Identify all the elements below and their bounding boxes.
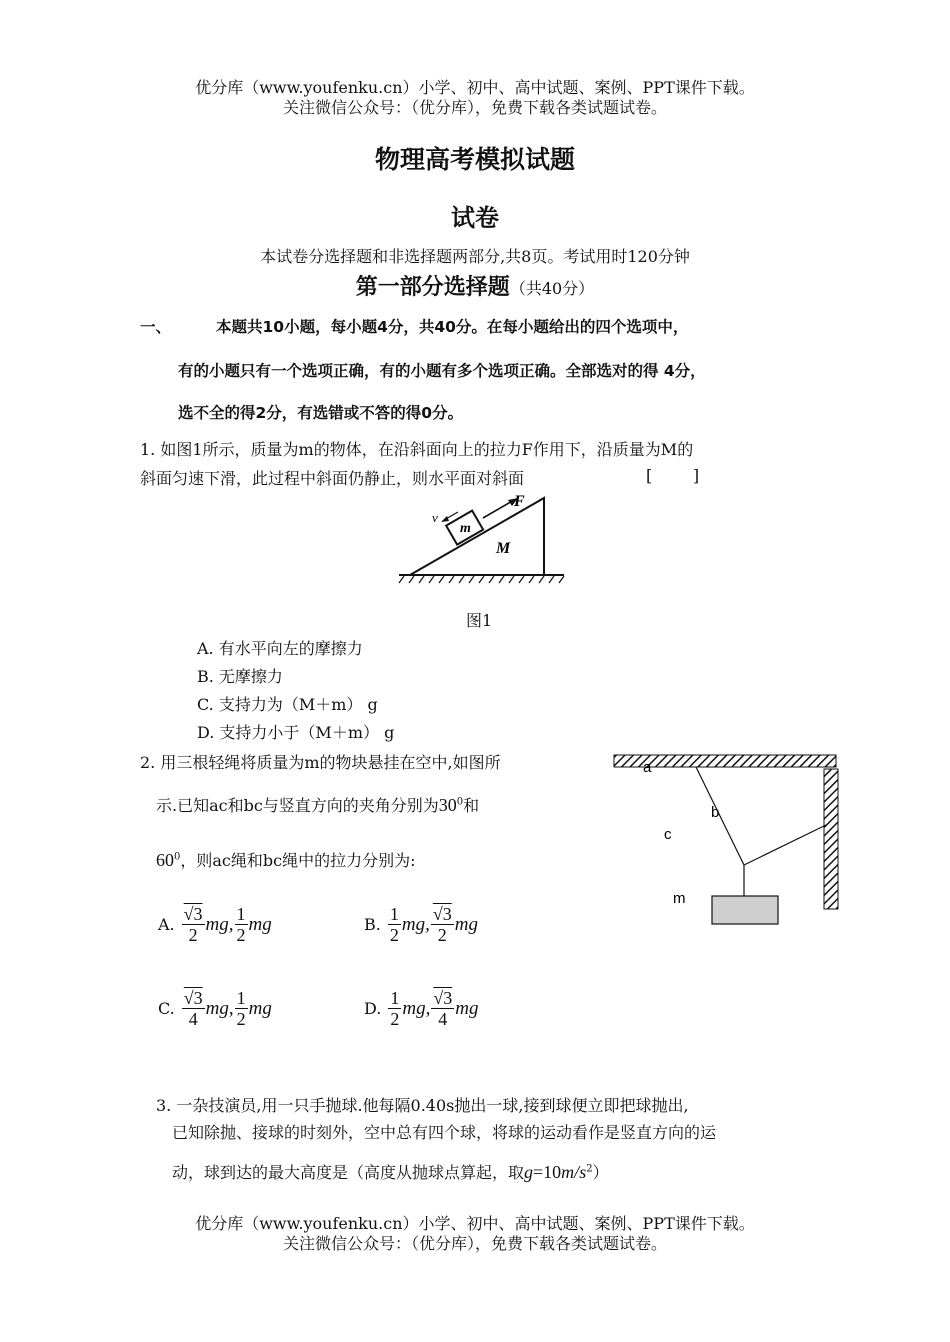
fraction: $\frac{√3}{4}$ [433,988,453,1029]
unit-m: m [561,1162,575,1182]
q2-line-3 [156,848,415,871]
q2-option-c: C. $\frac{√3}{4}$ mg , $\frac{1}{2}$ mg [158,988,272,1029]
angle-60: 60 [156,850,174,870]
fraction: $\frac{1}{2}$ [390,988,400,1029]
fraction: $\frac{√3}{2}$ [432,904,452,945]
ground-hatching [399,576,564,583]
q1-option-a: A. 有水平向左的摩擦力 [197,639,363,658]
q2-line-3-text: ，则ac绳和bc绳中的拉力分别为: [180,851,416,870]
q2-option-c-label: C. [158,999,175,1018]
q2-option-a: A. $\frac{√3}{2}$ mg , $\frac{1}{2}$ mg [158,904,272,945]
q3-line-3-close: ） [592,1163,609,1182]
fraction: $\frac{1}{2}$ [236,904,246,945]
part-title: 第一部分选择题 [355,275,510,300]
fraction: $\frac{1}{2}$ [389,904,399,945]
instructions-number: 一、 [140,318,172,336]
q2-line-2-text: 示.已知ac和bc与竖直方向的夹角分别为 [156,796,439,815]
label-c: c [664,826,672,843]
gravity-symbol: g [524,1162,534,1182]
hanging-block [712,896,778,924]
q1-line-2: 斜面匀速下滑，此过程中斜面仍静止，则水平面对斜面 [140,469,525,488]
q2-option-d-label: D. [364,999,382,1018]
block-label: m [460,521,471,536]
rope-bc [744,825,826,865]
q3-line-1: 3. 一杂技演员,用一只手抛球.他每隔0.40s抛出一球,接到球便立即把球抛出, [156,1096,689,1115]
unit-power: 2 [586,1163,593,1175]
instructions-line-1: 本题共10小题，每小题4分，共40分。在每小题给出的四个选项中， [216,318,689,336]
unit-slash: / [574,1162,580,1182]
fraction: $\frac{√3}{2}$ [183,904,203,945]
q2-line-2-and: 和 [463,796,480,815]
header-line-1: 优分库（www.youfenku.cn）小学、初中、高中试题、案例、PPT课件下载。 [195,78,755,97]
q3-line-2: 已知除抛、接球的时刻外，空中总有四个球，将球的运动看作是竖直方向的运 [172,1123,717,1142]
degree-mark-2: 0 [174,851,181,863]
q1-answer-bracket: [ ] [646,466,700,485]
header-line-2: 关注微信公众号：（优分库），免费下载各类试题试卷。 [282,98,667,117]
q2-option-b: B. $\frac{1}{2}$ mg , $\frac{√3}{2}$ mg [364,904,478,945]
label-a: a [643,759,652,776]
wedge-label: M [496,540,511,557]
q2-option-a-label: A. [158,915,175,934]
degree-mark-1: 0 [456,796,464,808]
unit-s: s [579,1162,587,1182]
footer-line-2: 关注微信公众号：（优分库），免费下载各类试题试卷。 [282,1234,667,1253]
fraction: $\frac{1}{2}$ [236,988,246,1029]
part-points: （共40分） [509,279,595,298]
instructions-line-2: 有的小题只有一个选项正确，有的小题有多个选项正确。全部选对的得 4分， [178,362,706,380]
rope-figure [610,752,842,930]
q2-option-b-label: B. [364,915,381,934]
label-m: m [673,890,686,907]
force-label: F [514,493,525,510]
force-arrow [483,500,514,518]
label-b: b [711,804,720,821]
q2-option-d: D. $\frac{1}{2}$ mg , $\frac{√3}{4}$ mg [364,988,479,1029]
incline-figure [396,490,566,586]
figure-1-caption: 图1 [466,611,493,630]
wall [824,769,838,909]
velocity-arrowhead [441,516,449,522]
q1-option-d: D. 支持力小于（M＋m） g [197,723,395,742]
velocity-label: v [432,510,438,525]
q3-line-3-text: 动，球到达的最大高度是（高度从抛球点算起，取 [172,1163,525,1182]
page-subtitle: 试卷 [451,204,499,232]
q2-line-2 [156,793,479,816]
page-title: 物理高考模拟试题 [374,145,575,174]
gravity-value: =10 [533,1162,562,1182]
q2-line-1: 2. 用三根轻绳将质量为m的物块悬挂在空中,如图所 [140,753,501,772]
q1-line-1: 1. 如图1所示，质量为m的物体，在沿斜面向上的拉力F作用下，沿质量为M的 [140,440,694,459]
fraction: $\frac{√3}{4}$ [183,988,203,1029]
footer-line-1: 优分库（www.youfenku.cn）小学、初中、高中试题、案例、PPT课件下载。 [195,1214,755,1233]
rope-ac [696,767,744,865]
angle-30: 30 [438,795,457,815]
q1-option-c: C. 支持力为（M＋m） g [197,695,378,714]
instructions-line-3: 选不全的得2分，有选错或不答的得0分。 [178,404,464,422]
q3-line-3 [172,1160,609,1183]
q1-option-b: B. 无摩擦力 [197,667,283,686]
exam-info: 本试卷分选择题和非选择题两部分,共8页。考试用时120分钟 [260,247,690,266]
part-heading [0,270,950,301]
